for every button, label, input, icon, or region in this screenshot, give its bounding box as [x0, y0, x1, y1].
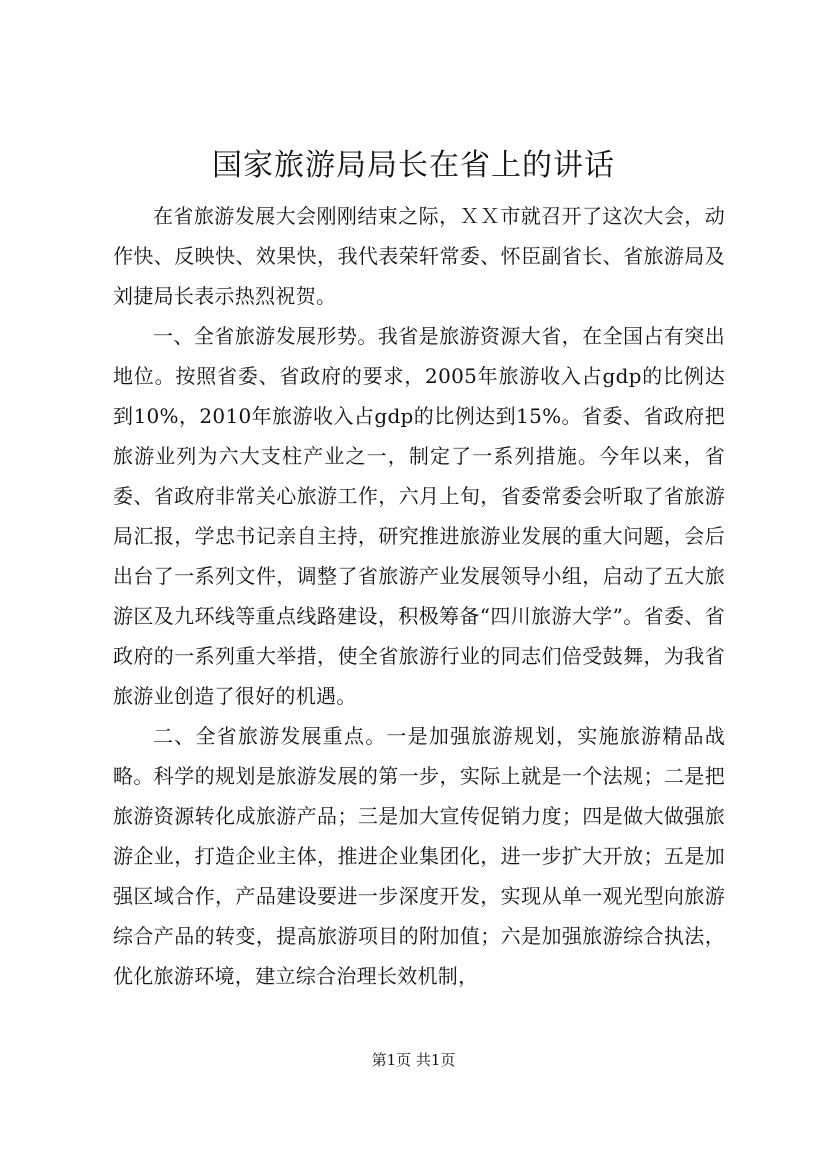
- paragraph-priorities: 二、全省旅游发展重点。一是加强旅游规划，实施旅游精品战略。科学的规划是旅游发展的第一步，实际上就是一个法规；二是把旅游资源转化成旅游产品；三是加大宣传促销力度；四是做大做强旅游企业，打造企业主体，推进企业集团化，进一步扩大开放；五是加强区域合作，产品建设要进一步深度开发，实现从单一观光型向旅游综合产品的转变，提高旅游项目的附加值；六是加强旅游综合执法，优化旅游环境，建立综合治理长效机制，: [113, 724, 725, 988]
- document-body: [113, 196, 725, 996]
- paragraph-situation: 一、全省旅游发展形势。我省是旅游资源大省，在全国占有突出地位。按照省委、省政府的要求，2005年旅游收入占gdp的比例达到10%，2010年旅游收入占gdp的比例达到15%。省委、省政府把旅游业列为六大支柱产业之一，制定了一系列措施。今年以来，省委、省政府非常关心旅游工作，六月上旬，省委常委会听取了省旅游局汇报，学忠书记亲自主持，研究推进旅游业发展的重大问题，会后出台了一系列文件，调整了省旅游产业发展领导小组，启动了五大旅游区及九环线等重点线路建设，积极筹备“四川旅游大学”。省委、省政府的一系列重大举措，使全省旅游行业的同志们倍受鼓舞，为我省旅游业创造了很好的机遇。: [113, 324, 725, 708]
- page-title: 国家旅游局局长在省上的讲话: [212, 148, 615, 183]
- paragraph-intro: 在省旅游发展大会刚刚结束之际，ＸＸ市就召开了这次大会，动作快、反映快、效果快，我代表荣轩常委、怀臣副省长、省旅游局及刘捷局长表示热烈祝贺。: [113, 204, 725, 308]
- page-footer: 第1页 共1页: [371, 1051, 456, 1069]
